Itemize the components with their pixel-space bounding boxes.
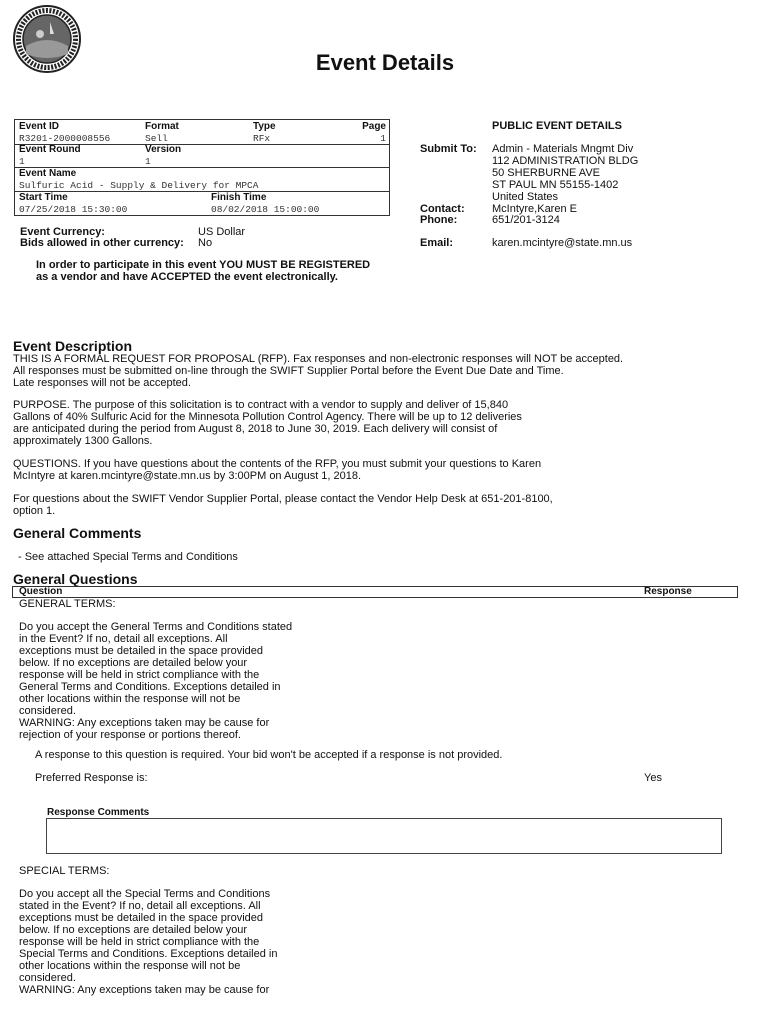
format-value: Sell xyxy=(145,133,168,144)
response-comments-input[interactable] xyxy=(46,818,722,854)
text-line: Special Terms and Conditions. Exceptions detailed in xyxy=(19,948,278,960)
contact-value: McIntyre,Karen E xyxy=(492,203,577,215)
start-time-label: Start Time xyxy=(19,192,68,203)
text-line: response will be held in strict compliance with the xyxy=(19,936,260,948)
phone-label: Phone: xyxy=(420,214,458,226)
text-line: exceptions must be detailed in the space provided xyxy=(19,912,263,924)
event-name-value: Sulfuric Acid - Supply & Delivery for MPCA xyxy=(19,180,259,191)
question-text xyxy=(19,621,319,741)
preferred-response-value: Yes xyxy=(644,772,662,784)
currency-label: Event Currency: xyxy=(20,226,105,238)
email-value: karen.mcintyre@state.mn.us xyxy=(492,237,633,249)
purpose-paragraph xyxy=(13,399,663,447)
response-column-header: Response xyxy=(644,586,692,597)
other-currency-value: No xyxy=(198,237,213,249)
text-line: Do you accept the General Terms and Conditions stated xyxy=(19,621,293,633)
format-label: Format xyxy=(145,121,179,132)
text-line: exceptions must be detailed in the space provided xyxy=(19,645,263,657)
event-description-heading: Event Description xyxy=(13,338,133,354)
text-line: General Terms and Conditions. Exceptions detailed in xyxy=(19,681,281,693)
text-line: WARNING: Any exceptions taken may be cause for xyxy=(19,717,270,729)
public-event-details-heading: PUBLIC EVENT DETAILS xyxy=(492,120,622,132)
text-line: McIntyre at karen.mcintyre@state.mn.us by 3:00PM on August 1, 2018. xyxy=(13,470,362,482)
address-line: 112 ADMINISTRATION BLDG xyxy=(492,155,639,167)
registration-notice xyxy=(36,259,436,283)
questions-paragraph xyxy=(13,458,663,482)
text-line: WARNING: Any exceptions taken may be cause for xyxy=(19,984,270,996)
response-comments-label: Response Comments xyxy=(47,807,150,818)
finish-time-label: Finish Time xyxy=(211,192,267,203)
question-title: SPECIAL TERMS: xyxy=(19,865,110,877)
text-line: stated in the Event? If no, detail all exceptions. All xyxy=(19,900,261,912)
event-id-label: Event ID xyxy=(19,121,60,132)
questions-table-header xyxy=(12,586,738,598)
text-line: response will be held in strict compliance with the xyxy=(19,669,260,681)
preferred-response-label: Preferred Response is: xyxy=(35,772,148,784)
general-comments-heading: General Comments xyxy=(13,525,142,541)
address-line: 50 SHERBURNE AVE xyxy=(492,167,601,179)
question-column-header: Question xyxy=(19,586,63,597)
round-value: 1 xyxy=(19,156,25,167)
text-line: All responses must be submitted on-line through the SWIFT Supplier Portal before the Event Due Date and Time. xyxy=(13,365,564,377)
text-line: considered. xyxy=(19,972,76,984)
question-text xyxy=(19,888,319,996)
submit-to-address xyxy=(492,143,638,203)
required-notice: A response to this question is required. Your bid won't be accepted if a response is not provided. xyxy=(35,749,503,761)
round-label: Event Round xyxy=(19,144,81,155)
divider xyxy=(15,191,389,192)
page-value: 1 xyxy=(380,133,386,144)
page-label: Page xyxy=(362,121,386,132)
phone-value: 651/201-3124 xyxy=(492,214,560,226)
type-value: RFx xyxy=(253,133,271,144)
email-label: Email: xyxy=(420,237,454,249)
event-id-value: R3201-2000008556 xyxy=(19,133,111,144)
address-line: United States xyxy=(492,191,559,203)
version-value: 1 xyxy=(145,156,151,167)
general-questions-heading: General Questions xyxy=(13,571,138,587)
submit-to-label: Submit To: xyxy=(420,143,477,155)
address-line: ST PAUL MN 55155-1402 xyxy=(492,179,619,191)
text-line: considered. xyxy=(19,705,76,717)
general-comment-item: - See attached Special Terms and Conditions xyxy=(18,551,238,563)
notice-line: In order to participate in this event YOU MUST BE REGISTERED xyxy=(36,259,371,271)
event-name-label: Event Name xyxy=(19,168,77,179)
event-details-box xyxy=(14,119,390,216)
description-paragraph xyxy=(13,353,663,389)
address-line: Admin - Materials Mngmt Div xyxy=(492,143,634,155)
text-line: For questions about the SWIFT Vendor Supplier Portal, please contact the Vendor Help Desk at 651-201-8100, xyxy=(13,493,553,505)
text-line: rejection of your response or portions thereof. xyxy=(19,729,241,741)
question-title: GENERAL TERMS: xyxy=(19,598,116,610)
text-line: Late responses will not be accepted. xyxy=(13,377,191,389)
start-time-value: 07/25/2018 15:30:00 xyxy=(19,204,128,215)
text-line: PURPOSE. The purpose of this solicitation is to contract with a vendor to supply and deliver of 15,840 xyxy=(13,399,509,411)
text-line: below. If no exceptions are detailed below your xyxy=(19,657,248,669)
text-line: approximately 1300 Gallons. xyxy=(13,435,153,447)
type-label: Type xyxy=(253,121,276,132)
contact-label: Contact: xyxy=(420,203,465,215)
text-line: THIS IS A FORMAL REQUEST FOR PROPOSAL (RFP). Fax responses and non-electronic responses will NOT be accepted. xyxy=(13,353,624,365)
text-line: below. If no exceptions are detailed below your xyxy=(19,924,248,936)
text-line: option 1. xyxy=(13,505,56,517)
text-line: QUESTIONS. If you have questions about the contents of the RFP, you must submit your questions to Karen xyxy=(13,458,542,470)
text-line: in the Event? If no, detail all exceptions. All xyxy=(19,633,228,645)
help-desk-paragraph xyxy=(13,493,663,517)
finish-time-value: 08/02/2018 15:00:00 xyxy=(211,204,320,215)
notice-line: as a vendor and have ACCEPTED the event electronically. xyxy=(36,271,338,283)
text-line: other locations within the response will not be xyxy=(19,960,241,972)
text-line: other locations within the response will not be xyxy=(19,693,241,705)
text-line: are anticipated during the period from August 8, 2018 to June 30, 2019. Each delivery will consist of xyxy=(13,423,498,435)
text-line: Do you accept all the Special Terms and Conditions xyxy=(19,888,271,900)
other-currency-label: Bids allowed in other currency: xyxy=(20,237,184,249)
currency-value: US Dollar xyxy=(198,226,246,238)
version-label: Version xyxy=(145,144,182,155)
page-title: Event Details xyxy=(315,50,455,75)
text-line: Gallons of 40% Sulfuric Acid for the Minnesota Pollution Control Agency. There will be up to 12 deliveries xyxy=(13,411,522,423)
